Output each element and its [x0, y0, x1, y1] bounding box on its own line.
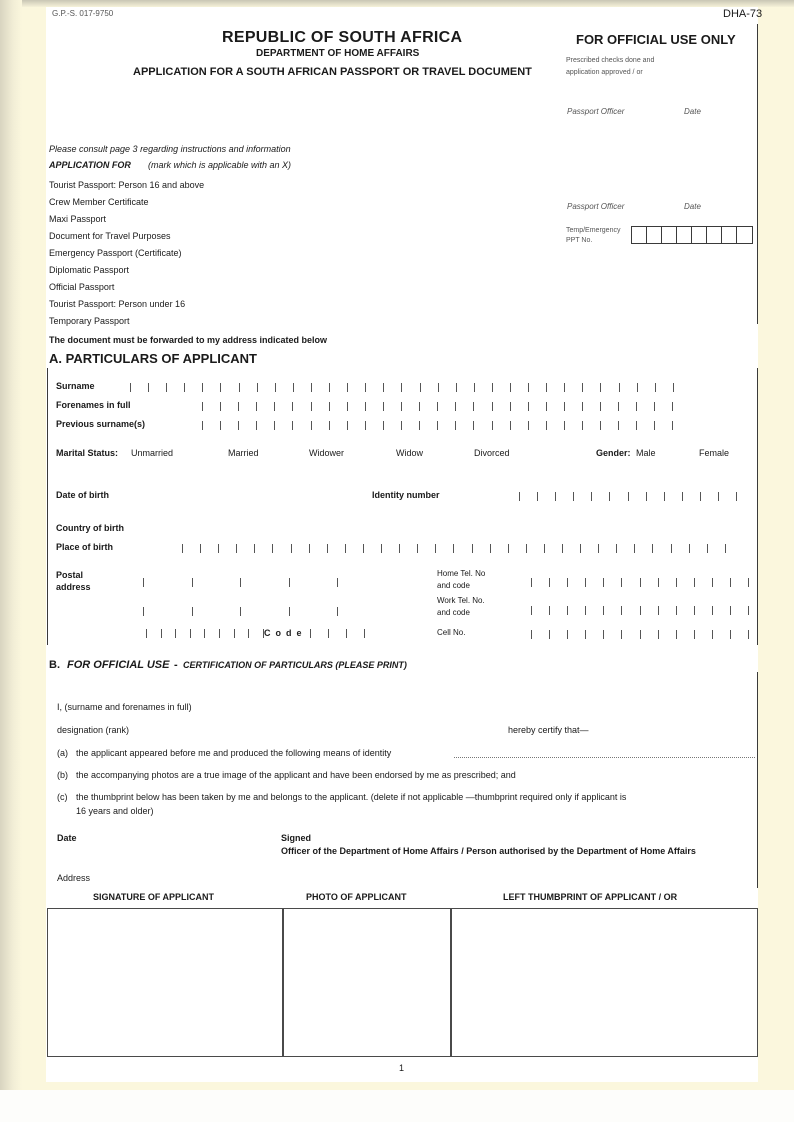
scan-bottom-margin	[0, 1090, 794, 1122]
identity-number-input-comb[interactable]	[519, 492, 737, 501]
designation-label: designation (rank)	[57, 725, 130, 735]
postal-address-label-1: Postal	[56, 570, 84, 580]
page-number: 1	[399, 1063, 405, 1073]
surname-input-comb[interactable]	[130, 383, 674, 392]
passport-officer-label-2: Passport Officer	[567, 202, 625, 211]
scan-top-edge	[0, 0, 794, 7]
official-use-note-1: Prescribed checks done and	[566, 57, 655, 64]
postal-address-line3-comb-left[interactable]	[146, 629, 264, 638]
postal-address-line2-comb[interactable]	[143, 607, 338, 616]
marital-option-1[interactable]: Married	[228, 448, 259, 458]
gender-option-male[interactable]: Male	[636, 448, 656, 458]
header-department: DEPARTMENT OF HOME AFFAIRS	[256, 48, 420, 59]
panel-label-thumbprint: LEFT THUMBPRINT OF APPLICANT / OR	[503, 892, 678, 902]
marital-option-2[interactable]: Widower	[309, 448, 345, 458]
application-option-6[interactable]: Official Passport	[49, 282, 115, 292]
panel-label-signature: SIGNATURE OF APPLICANT	[93, 892, 214, 902]
certification-date-label: Date	[57, 833, 77, 843]
cell-no-input-comb[interactable]	[531, 630, 749, 639]
official-use-note-2: application approved / or	[566, 69, 643, 76]
application-for-subheading: (mark which is applicable with an X)	[148, 160, 292, 170]
application-option-0[interactable]: Tourist Passport: Person 16 and above	[49, 180, 205, 190]
item-a-text: the applicant appeared before me and produced the following means of identity	[76, 748, 392, 758]
consult-note: Please consult page 3 regarding instructions and information	[49, 144, 291, 154]
temp-ppt-label-1: Temp/Emergency	[566, 227, 621, 234]
forenames-input-comb[interactable]	[202, 402, 673, 411]
surname-label: Surname	[56, 381, 95, 391]
section-a-heading: A. PARTICULARS OF APPLICANT	[49, 351, 257, 366]
temp-ppt-box-2[interactable]	[662, 227, 677, 243]
hereby-certify-label: hereby certify that—	[508, 725, 589, 735]
official-use-divider	[757, 24, 758, 324]
form-code-right: DHA-73	[723, 8, 763, 20]
item-c-marker: (c)	[57, 792, 68, 802]
temp-ppt-number-boxes[interactable]	[631, 226, 753, 244]
application-option-2[interactable]: Maxi Passport	[49, 214, 107, 224]
item-a-marker: (a)	[57, 748, 68, 758]
application-option-5[interactable]: Diplomatic Passport	[49, 265, 130, 275]
signed-sublabel: Officer of the Department of Home Affairs / Person authorised by the Department of Home Affairs	[281, 846, 696, 856]
passport-officer-label-1: Passport Officer	[567, 107, 625, 116]
item-b-text: the accompanying photos are a true image of the applicant and have been endorsed by me as prescribed; and	[76, 770, 516, 780]
postal-address-line1-comb[interactable]	[143, 578, 338, 587]
gender-option-female[interactable]: Female	[699, 448, 730, 458]
gender-label: Gender:	[596, 448, 631, 458]
item-b-marker: (b)	[57, 770, 68, 780]
marital-status-label: Marital Status:	[56, 448, 119, 458]
form-code-left: G.P.-S. 017-9750	[52, 9, 114, 18]
section-b-dash: -	[174, 659, 178, 671]
cell-no-label: Cell No.	[437, 628, 466, 637]
work-tel-label-2: and code	[437, 608, 470, 617]
certification-address-label: Address	[57, 873, 91, 883]
section-a-left-border	[47, 368, 48, 645]
forenames-label: Forenames in full	[56, 400, 131, 410]
thumbprint-panel[interactable]	[451, 908, 758, 1057]
temp-ppt-box-1[interactable]	[647, 227, 662, 243]
application-option-1[interactable]: Crew Member Certificate	[49, 197, 149, 207]
photo-panel[interactable]	[283, 908, 451, 1057]
country-of-birth-label: Country of birth	[56, 523, 124, 533]
application-option-3[interactable]: Document for Travel Purposes	[49, 231, 171, 241]
panel-label-photo: PHOTO OF APPLICANT	[306, 892, 407, 902]
postal-address-label-2: address	[56, 582, 91, 592]
marital-option-3[interactable]: Widow	[396, 448, 424, 458]
marital-option-0[interactable]: Unmarried	[131, 448, 174, 458]
section-b-right-border	[757, 672, 758, 888]
previous-surname-label: Previous surname(s)	[56, 419, 146, 429]
section-b-letter: B.	[49, 659, 60, 671]
temp-ppt-box-7[interactable]	[737, 227, 752, 243]
application-option-8[interactable]: Temporary Passport	[49, 316, 130, 326]
postal-address-line3-comb-right[interactable]	[310, 629, 365, 638]
scan-left-shadow	[0, 0, 22, 1090]
certifier-name-label: I, (surname and forenames in full)	[57, 702, 192, 712]
home-tel-label-1: Home Tel. No	[437, 569, 486, 578]
item-c-text-line1: the thumbprint below has been taken by me and belongs to the applicant. (delete if not applicable —thumbprint required only if applicant is	[76, 792, 627, 802]
signed-label: Signed	[281, 833, 312, 843]
marital-option-4[interactable]: Divorced	[474, 448, 510, 458]
item-c-text-line2: 16 years and older)	[76, 806, 154, 816]
home-tel-input-comb[interactable]	[531, 578, 749, 587]
home-tel-label-2: and code	[437, 581, 470, 590]
section-a-right-border	[757, 368, 758, 645]
postal-code-word: Code	[264, 628, 307, 638]
work-tel-input-comb[interactable]	[531, 606, 749, 615]
official-use-heading: FOR OFFICIAL USE ONLY	[576, 32, 736, 47]
date-label-2: Date	[684, 202, 701, 211]
signature-panel[interactable]	[47, 908, 283, 1057]
temp-ppt-box-5[interactable]	[707, 227, 722, 243]
application-option-7[interactable]: Tourist Passport: Person under 16	[49, 299, 186, 309]
section-b-subheading: CERTIFICATION OF PARTICULARS (PLEASE PRINT)	[183, 660, 407, 670]
temp-ppt-box-6[interactable]	[722, 227, 737, 243]
date-label-1: Date	[684, 107, 701, 116]
identity-number-label: Identity number	[372, 490, 440, 500]
temp-ppt-box-3[interactable]	[677, 227, 692, 243]
item-a-fill-line[interactable]	[454, 757, 755, 758]
application-for-heading: APPLICATION FOR	[49, 160, 131, 170]
section-b-heading: FOR OFFICIAL USE	[67, 659, 170, 671]
previous-surname-input-comb[interactable]	[202, 421, 673, 430]
temp-ppt-box-0[interactable]	[632, 227, 647, 243]
header-country: REPUBLIC OF SOUTH AFRICA	[222, 29, 463, 46]
date-of-birth-label: Date of birth	[56, 490, 109, 500]
place-of-birth-input-comb[interactable]	[182, 544, 726, 553]
place-of-birth-label: Place of birth	[56, 542, 114, 552]
work-tel-label-1: Work Tel. No.	[437, 596, 485, 605]
header-title: APPLICATION FOR A SOUTH AFRICAN PASSPORT OR TRAVEL DOCUMENT	[133, 66, 532, 78]
temp-ppt-label-2: PPT No.	[566, 237, 593, 244]
forward-note: The document must be forwarded to my address indicated below	[49, 335, 328, 345]
temp-ppt-box-4[interactable]	[692, 227, 707, 243]
application-option-4[interactable]: Emergency Passport (Certificate)	[49, 248, 182, 258]
